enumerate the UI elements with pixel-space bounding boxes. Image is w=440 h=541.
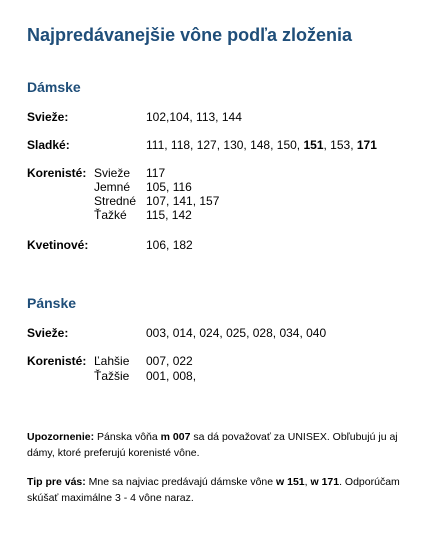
women-spicy-name: Svieže <box>94 166 131 180</box>
tip-highlight-1: w 151 <box>276 476 305 488</box>
women-spicy-name: Ťažké <box>94 208 127 222</box>
women-spicy-name: Jemné <box>94 180 131 194</box>
men-spicy-name: Ťažšie <box>94 369 130 383</box>
warning-label: Upozornenie: <box>27 431 95 443</box>
men-heading: Pánske <box>27 295 77 311</box>
warning-highlight: m 007 <box>160 431 191 443</box>
women-sweet-highlight-2: 171 <box>356 138 377 152</box>
women-spicy-label: Korenisté: <box>27 166 87 180</box>
tip-label: Tip pre vás: <box>27 476 86 488</box>
men-spicy-name: Ľahšie <box>94 354 130 368</box>
men-spicy-value: 001, 008, <box>146 369 197 383</box>
women-heading: Dámske <box>27 79 81 95</box>
tip-highlight-2: w 171 <box>310 476 340 488</box>
women-spicy-value: 115, 142 <box>146 208 192 222</box>
page-title: Najpredávanejšie vône podľa zloženia <box>27 25 353 45</box>
women-sweet-label: Sladké: <box>27 138 70 152</box>
men-spicy-label: Korenisté: <box>27 354 87 368</box>
women-spicy-value: 107, 141, 157 <box>146 194 220 208</box>
women-floral-values: 106, 182 <box>146 238 193 252</box>
women-spicy-value: 117 <box>146 166 166 180</box>
men-fresh-values: 003, 014, 024, 025, 028, 034, 040 <box>146 326 327 340</box>
women-spicy-value: 105, 116 <box>146 180 192 194</box>
women-fresh-label: Svieže: <box>27 110 69 124</box>
women-floral-label: Kvetinové: <box>27 238 89 252</box>
warning-note: Upozornenie: Pánska vôňa m 007 sa dá považovať za UNISEX. Obľubujú ju aj dámy, ktoré preferujú korenisté vône. <box>27 431 398 459</box>
women-sweet-values: 111, 118, 127, 130, 148, 150, 151, 153, 171 <box>146 138 377 152</box>
men-fresh-label: Svieže: <box>27 326 69 340</box>
women-sweet-highlight-1: 151 <box>303 138 324 152</box>
tip-note: Tip pre vás: Mne sa najviac predávajú dámske vône w 151, w 171. Odporúčam skúšať maximálne 3 - 4 vône naraz. <box>27 476 400 504</box>
women-spicy-name: Stredné <box>94 194 137 208</box>
men-spicy-value: 007, 022 <box>146 354 193 368</box>
women-fresh-values: 102,104, 113, 144 <box>146 110 242 124</box>
